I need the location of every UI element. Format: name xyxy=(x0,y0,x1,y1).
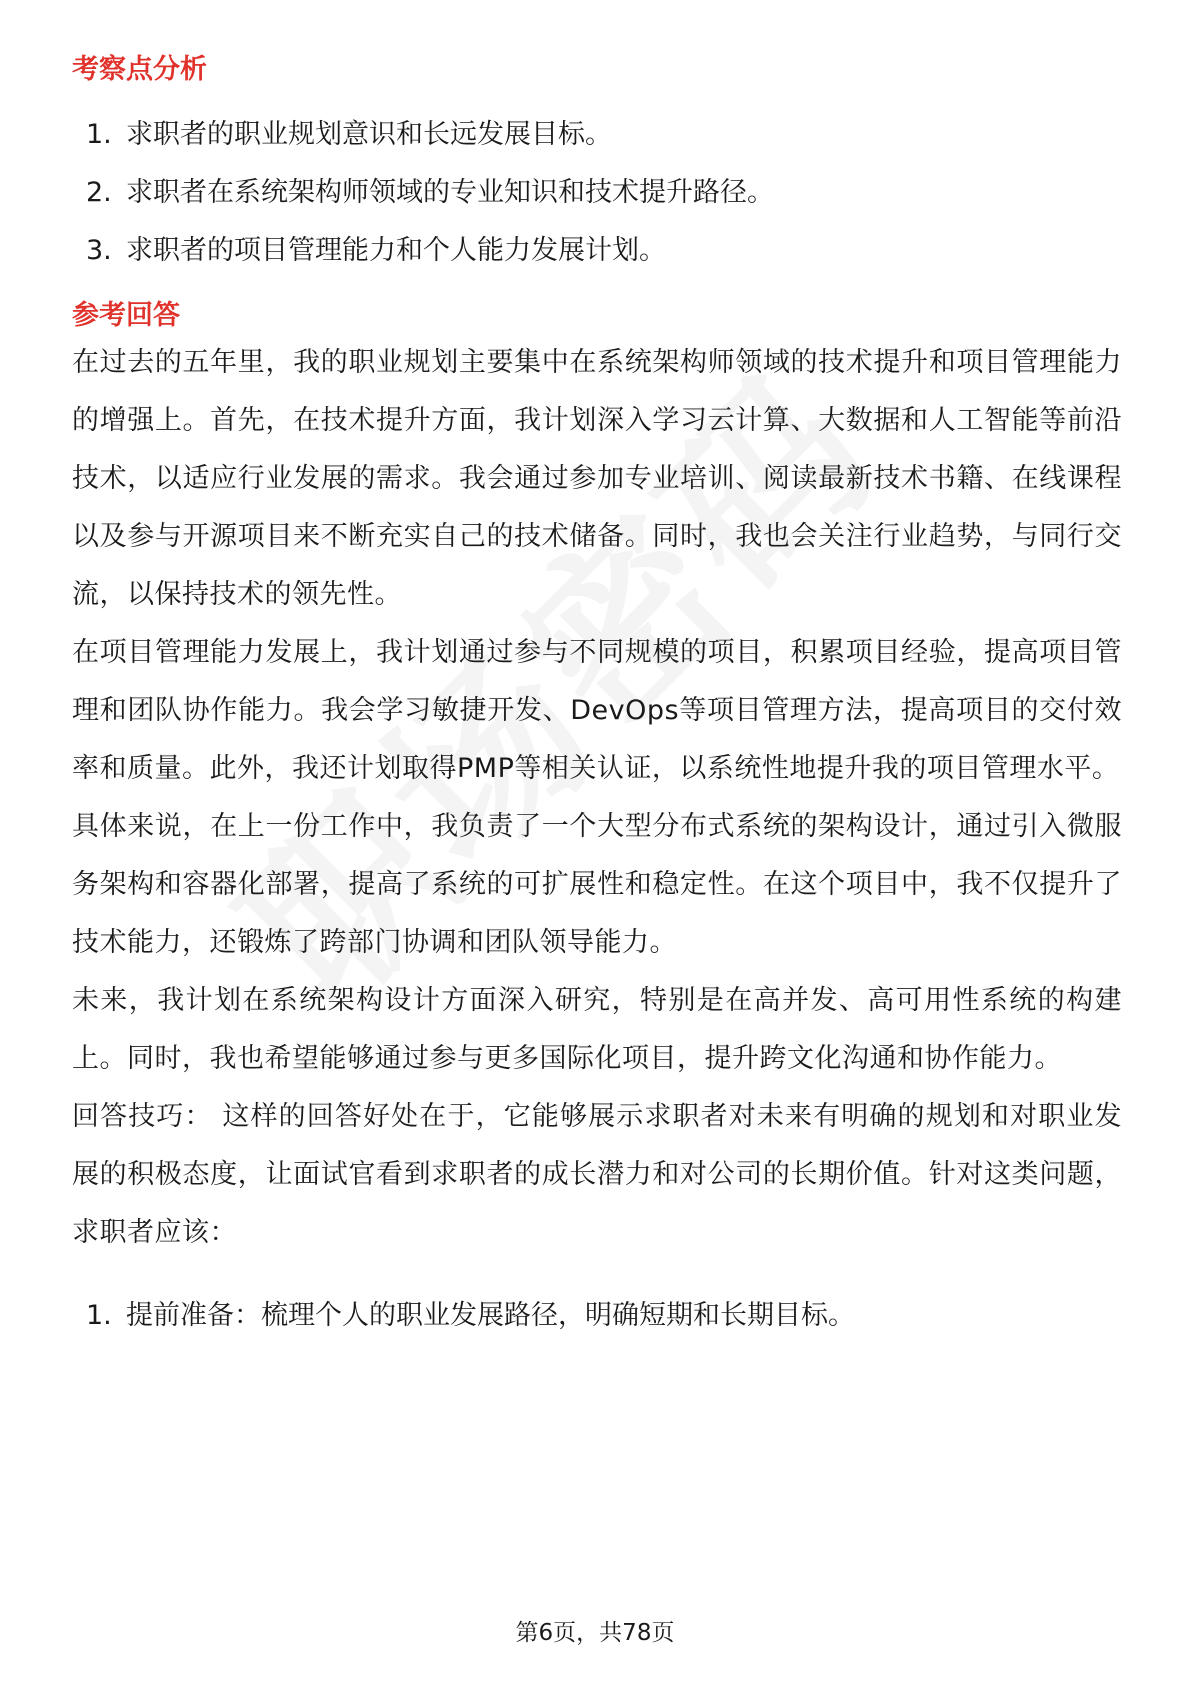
list-item-text: 求职者的职业规划意识和长远发展目标。 xyxy=(126,119,612,150)
page-number-footer: 第6页，共78页 xyxy=(515,1620,675,1646)
answer-tips-paragraph: 回答技巧： 这样的回答好处在于，它能够展示求职者对未来有明确的规划和对职业发展的积极态度，让面试官看到求职者的成长潜力和对公司的长期价值。针对这类问题，求职者应该： xyxy=(72,1101,1122,1248)
analysis-list xyxy=(72,106,1122,280)
list-number: 3. xyxy=(86,235,112,266)
list-item xyxy=(72,164,1122,222)
page-content xyxy=(72,52,1122,1345)
list-number: 2. xyxy=(86,177,112,208)
list-item-text: 提前准备：梳理个人的职业发展路径，明确短期和长期目标。 xyxy=(126,1300,855,1331)
answer-paragraph: 在项目管理能力发展上，我计划通过参与不同规模的项目，积累项目经验，提高项目管理和团队协作能力。我会学习敏捷开发、DevOps等项目管理方法，提高项目的交付效率和质量。此外，我还计划取得PMP等相关认证，以系统性地提升我的项目管理水平。 xyxy=(72,637,1122,784)
list-number: 1. xyxy=(86,1300,112,1331)
list-item-text: 求职者在系统架构师领域的专业知识和技术提升路径。 xyxy=(126,177,774,208)
list-item xyxy=(72,222,1122,280)
list-item-text: 求职者的项目管理能力和个人能力发展计划。 xyxy=(126,235,666,266)
list-item xyxy=(72,1287,1122,1345)
section-title-analysis: 考察点分析 xyxy=(72,54,207,85)
list-number: 1. xyxy=(86,119,112,150)
list-item xyxy=(72,106,1122,164)
answer-paragraph: 未来，我计划在系统架构设计方面深入研究，特别是在高并发、高可用性系统的构建上。同时，我也希望能够通过参与更多国际化项目，提升跨文化沟通和协作能力。 xyxy=(72,985,1122,1074)
answer-paragraph: 在过去的五年里，我的职业规划主要集中在系统架构师领域的技术提升和项目管理能力的增强上。首先，在技术提升方面，我计划深入学习云计算、大数据和人工智能等前沿技术，以适应行业发展的需求。我会通过参加专业培训、阅读最新技术书籍、在线课程以及参与开源项目来不断充实自己的技术储备。同时，我也会关注行业趋势，与同行交流，以保持技术的领先性。 xyxy=(72,347,1122,610)
tips-list xyxy=(72,1287,1122,1345)
section-title-reference-answer: 参考回答 xyxy=(72,300,180,331)
answer-paragraph: 具体来说，在上一份工作中，我负责了一个大型分布式系统的架构设计，通过引入微服务架构和容器化部署，提高了系统的可扩展性和稳定性。在这个项目中，我不仅提升了技术能力，还锻炼了跨部门协调和团队领导能力。 xyxy=(72,811,1122,958)
